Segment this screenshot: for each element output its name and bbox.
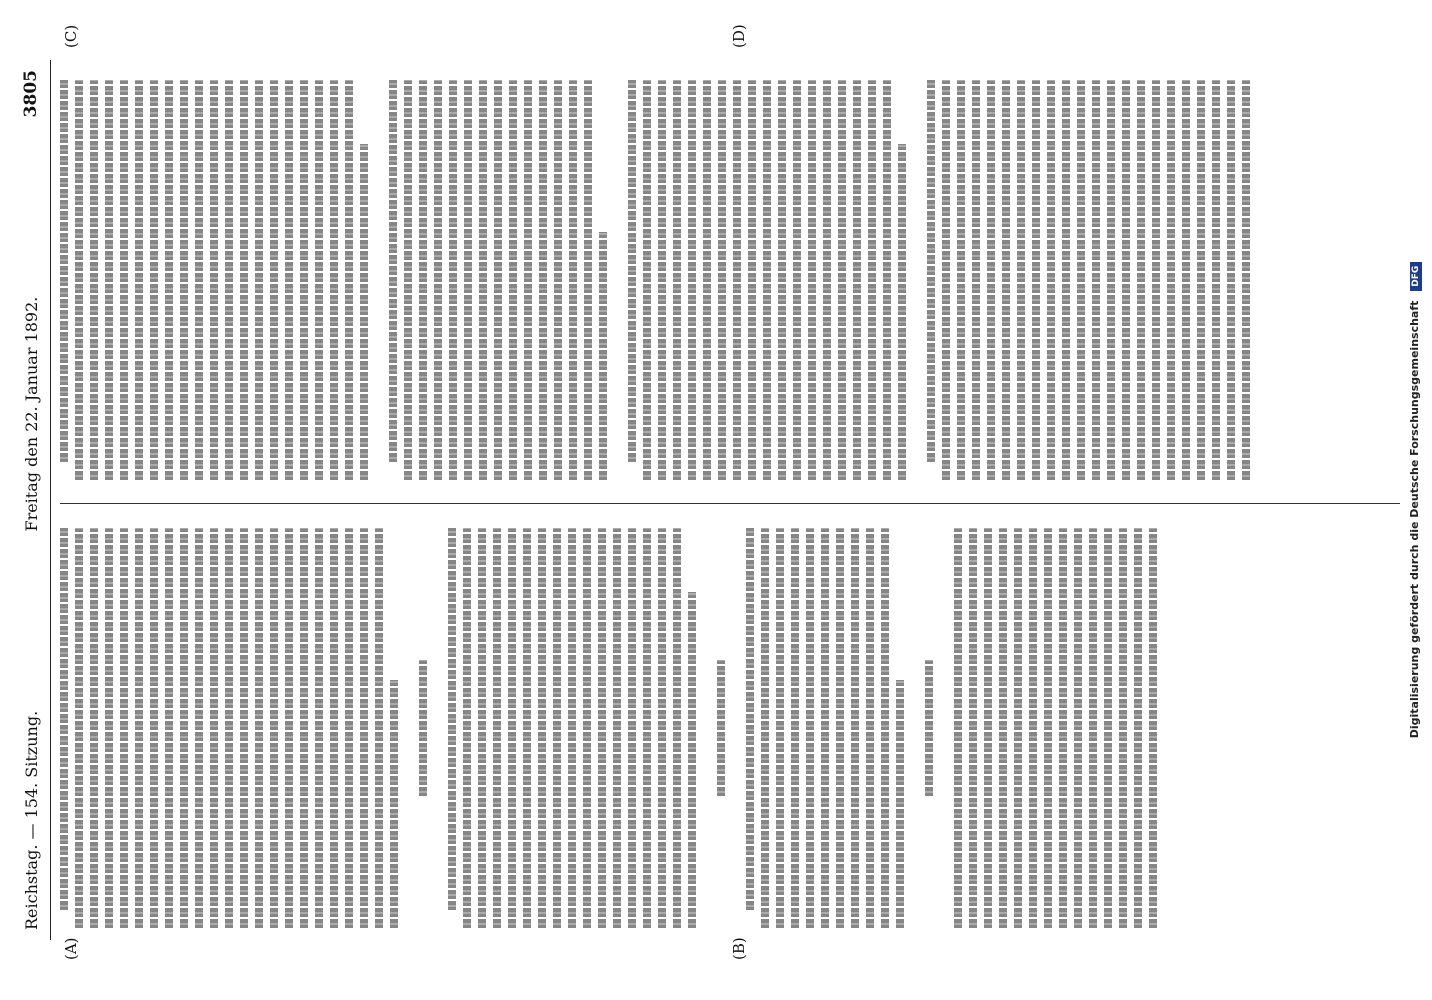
text-line (823, 80, 831, 480)
text-line (449, 80, 457, 480)
text-line (969, 528, 977, 928)
text-line (569, 80, 577, 480)
text-line (793, 80, 801, 480)
text-line (896, 680, 904, 928)
text-line (808, 80, 816, 480)
text-line (927, 80, 935, 462)
paragraph-gap (940, 528, 954, 928)
paragraph-gap (405, 528, 419, 928)
text-line (479, 80, 487, 480)
text-line (165, 80, 173, 480)
text-line (509, 80, 517, 480)
text-line (210, 528, 218, 928)
text-line (643, 528, 651, 928)
header-date: Freitag den 22. Januar 1892. (21, 296, 41, 532)
text-line (135, 528, 143, 928)
text-line (748, 80, 756, 480)
text-line (1002, 80, 1010, 480)
text-line (330, 528, 338, 928)
text-line (628, 528, 636, 928)
margin-letter-a: (A) (62, 937, 80, 960)
text-line (240, 528, 248, 928)
text-line (300, 80, 308, 480)
text-line (285, 80, 293, 480)
text-line (120, 528, 128, 928)
text-line (225, 80, 233, 480)
column-divider (60, 503, 1400, 504)
text-line (688, 80, 696, 480)
text-line (105, 80, 113, 480)
text-line (688, 592, 696, 928)
text-line (1092, 80, 1100, 480)
text-line (763, 80, 771, 480)
text-line (360, 528, 368, 928)
text-line (746, 528, 754, 910)
text-line (584, 80, 592, 480)
text-line (554, 80, 562, 480)
text-line (599, 232, 607, 480)
text-line (853, 80, 861, 480)
text-line (984, 528, 992, 928)
text-line (464, 80, 472, 480)
text-line (898, 144, 906, 480)
text-line (881, 528, 889, 928)
text-line (1167, 80, 1175, 480)
text-line (1044, 528, 1052, 928)
text-line (658, 528, 666, 928)
text-line (1182, 80, 1190, 480)
text-line (1152, 80, 1160, 480)
text-line (508, 528, 516, 928)
text-line (1062, 80, 1070, 480)
text-line (942, 80, 950, 480)
text-line (90, 528, 98, 928)
paragraph-gap (703, 528, 717, 928)
text-line (613, 528, 621, 928)
text-line (1017, 80, 1025, 480)
text-line (390, 680, 398, 928)
text-line (1119, 528, 1127, 928)
paragraph-gap (913, 80, 927, 480)
text-line (1242, 80, 1250, 480)
text-line (1014, 528, 1022, 928)
text-line (434, 80, 442, 480)
text-line (1059, 528, 1067, 928)
text-line (180, 80, 188, 480)
text-line (791, 528, 799, 928)
text-column-right (60, 80, 1400, 480)
text-line (1149, 528, 1157, 928)
text-line (523, 528, 531, 928)
text-line (733, 80, 741, 480)
margin-letter-d: (D) (730, 24, 748, 48)
paragraph-gap (911, 528, 925, 928)
text-line (954, 528, 962, 928)
text-line (195, 80, 203, 480)
text-line (1077, 80, 1085, 480)
text-line (120, 80, 128, 480)
text-line (673, 528, 681, 928)
text-line (389, 80, 397, 462)
text-line (494, 80, 502, 480)
page-number: 3805 (21, 70, 41, 118)
text-line (270, 80, 278, 480)
text-line (60, 528, 68, 910)
text-line (419, 80, 427, 480)
text-column-left (60, 528, 1400, 928)
dfg-logo: DFG (1410, 262, 1422, 291)
text-line (972, 80, 980, 480)
text-line (658, 80, 666, 480)
text-line (838, 80, 846, 480)
text-line (330, 80, 338, 480)
paragraph-gap (375, 80, 389, 480)
text-line (957, 80, 965, 480)
text-line (448, 528, 456, 910)
text-line (628, 80, 636, 462)
text-line (598, 528, 606, 928)
text-line (75, 80, 83, 480)
text-line (75, 528, 83, 928)
text-line (568, 528, 576, 928)
margin-letter-b: (B) (730, 937, 748, 960)
paragraph-gap (434, 528, 448, 928)
text-line (703, 80, 711, 480)
text-line (999, 528, 1007, 928)
text-line (524, 80, 532, 480)
text-line (866, 528, 874, 928)
text-line (1074, 528, 1082, 928)
text-line (673, 80, 681, 480)
header-left: Reichstag. — 154. Sitzung. (21, 710, 41, 930)
paragraph-gap (732, 528, 746, 928)
text-line (1134, 528, 1142, 928)
text-line (300, 528, 308, 928)
text-line (105, 528, 113, 928)
header-rule (50, 60, 51, 940)
text-line (1032, 80, 1040, 480)
text-line (583, 528, 591, 928)
digitization-credit (1408, 0, 1422, 1000)
text-line (135, 80, 143, 480)
text-line (868, 80, 876, 480)
text-line (925, 660, 933, 796)
text-line (255, 80, 263, 480)
credit-text: Digitalisierung gefördert durch die Deutsche Forschungsgemeinschaft (1408, 300, 1421, 739)
text-line (883, 80, 891, 480)
text-line (345, 528, 353, 928)
text-line (90, 80, 98, 480)
text-line (419, 660, 427, 796)
text-line (1122, 80, 1130, 480)
text-line (150, 80, 158, 480)
running-header (18, 70, 44, 930)
text-line (539, 80, 547, 480)
text-line (493, 528, 501, 928)
text-line (1089, 528, 1097, 928)
text-line (836, 528, 844, 928)
text-line (821, 528, 829, 928)
text-line (538, 528, 546, 928)
text-line (404, 80, 412, 480)
text-line (776, 528, 784, 928)
text-line (60, 80, 68, 462)
text-line (375, 528, 383, 928)
text-line (463, 528, 471, 928)
text-line (315, 80, 323, 480)
text-line (255, 528, 263, 928)
text-line (270, 528, 278, 928)
text-line (553, 528, 561, 928)
text-line (1029, 528, 1037, 928)
text-line (360, 144, 368, 480)
text-line (778, 80, 786, 480)
text-line (718, 80, 726, 480)
text-line (1137, 80, 1145, 480)
text-line (165, 528, 173, 928)
text-line (240, 80, 248, 480)
text-line (210, 80, 218, 480)
text-line (1104, 528, 1112, 928)
text-line (225, 528, 233, 928)
text-line (1107, 80, 1115, 480)
text-line (1047, 80, 1055, 480)
text-line (345, 80, 353, 480)
text-line (180, 528, 188, 928)
margin-letter-c: (C) (62, 24, 80, 48)
text-line (643, 80, 651, 480)
text-line (851, 528, 859, 928)
paragraph-gap (614, 80, 628, 480)
text-line (987, 80, 995, 480)
text-line (315, 528, 323, 928)
text-line (1197, 80, 1205, 480)
text-line (285, 528, 293, 928)
text-line (150, 528, 158, 928)
text-line (761, 528, 769, 928)
text-line (1212, 80, 1220, 480)
text-line (478, 528, 486, 928)
text-line (717, 660, 725, 796)
text-line (1227, 80, 1235, 480)
text-line (806, 528, 814, 928)
text-line (195, 528, 203, 928)
